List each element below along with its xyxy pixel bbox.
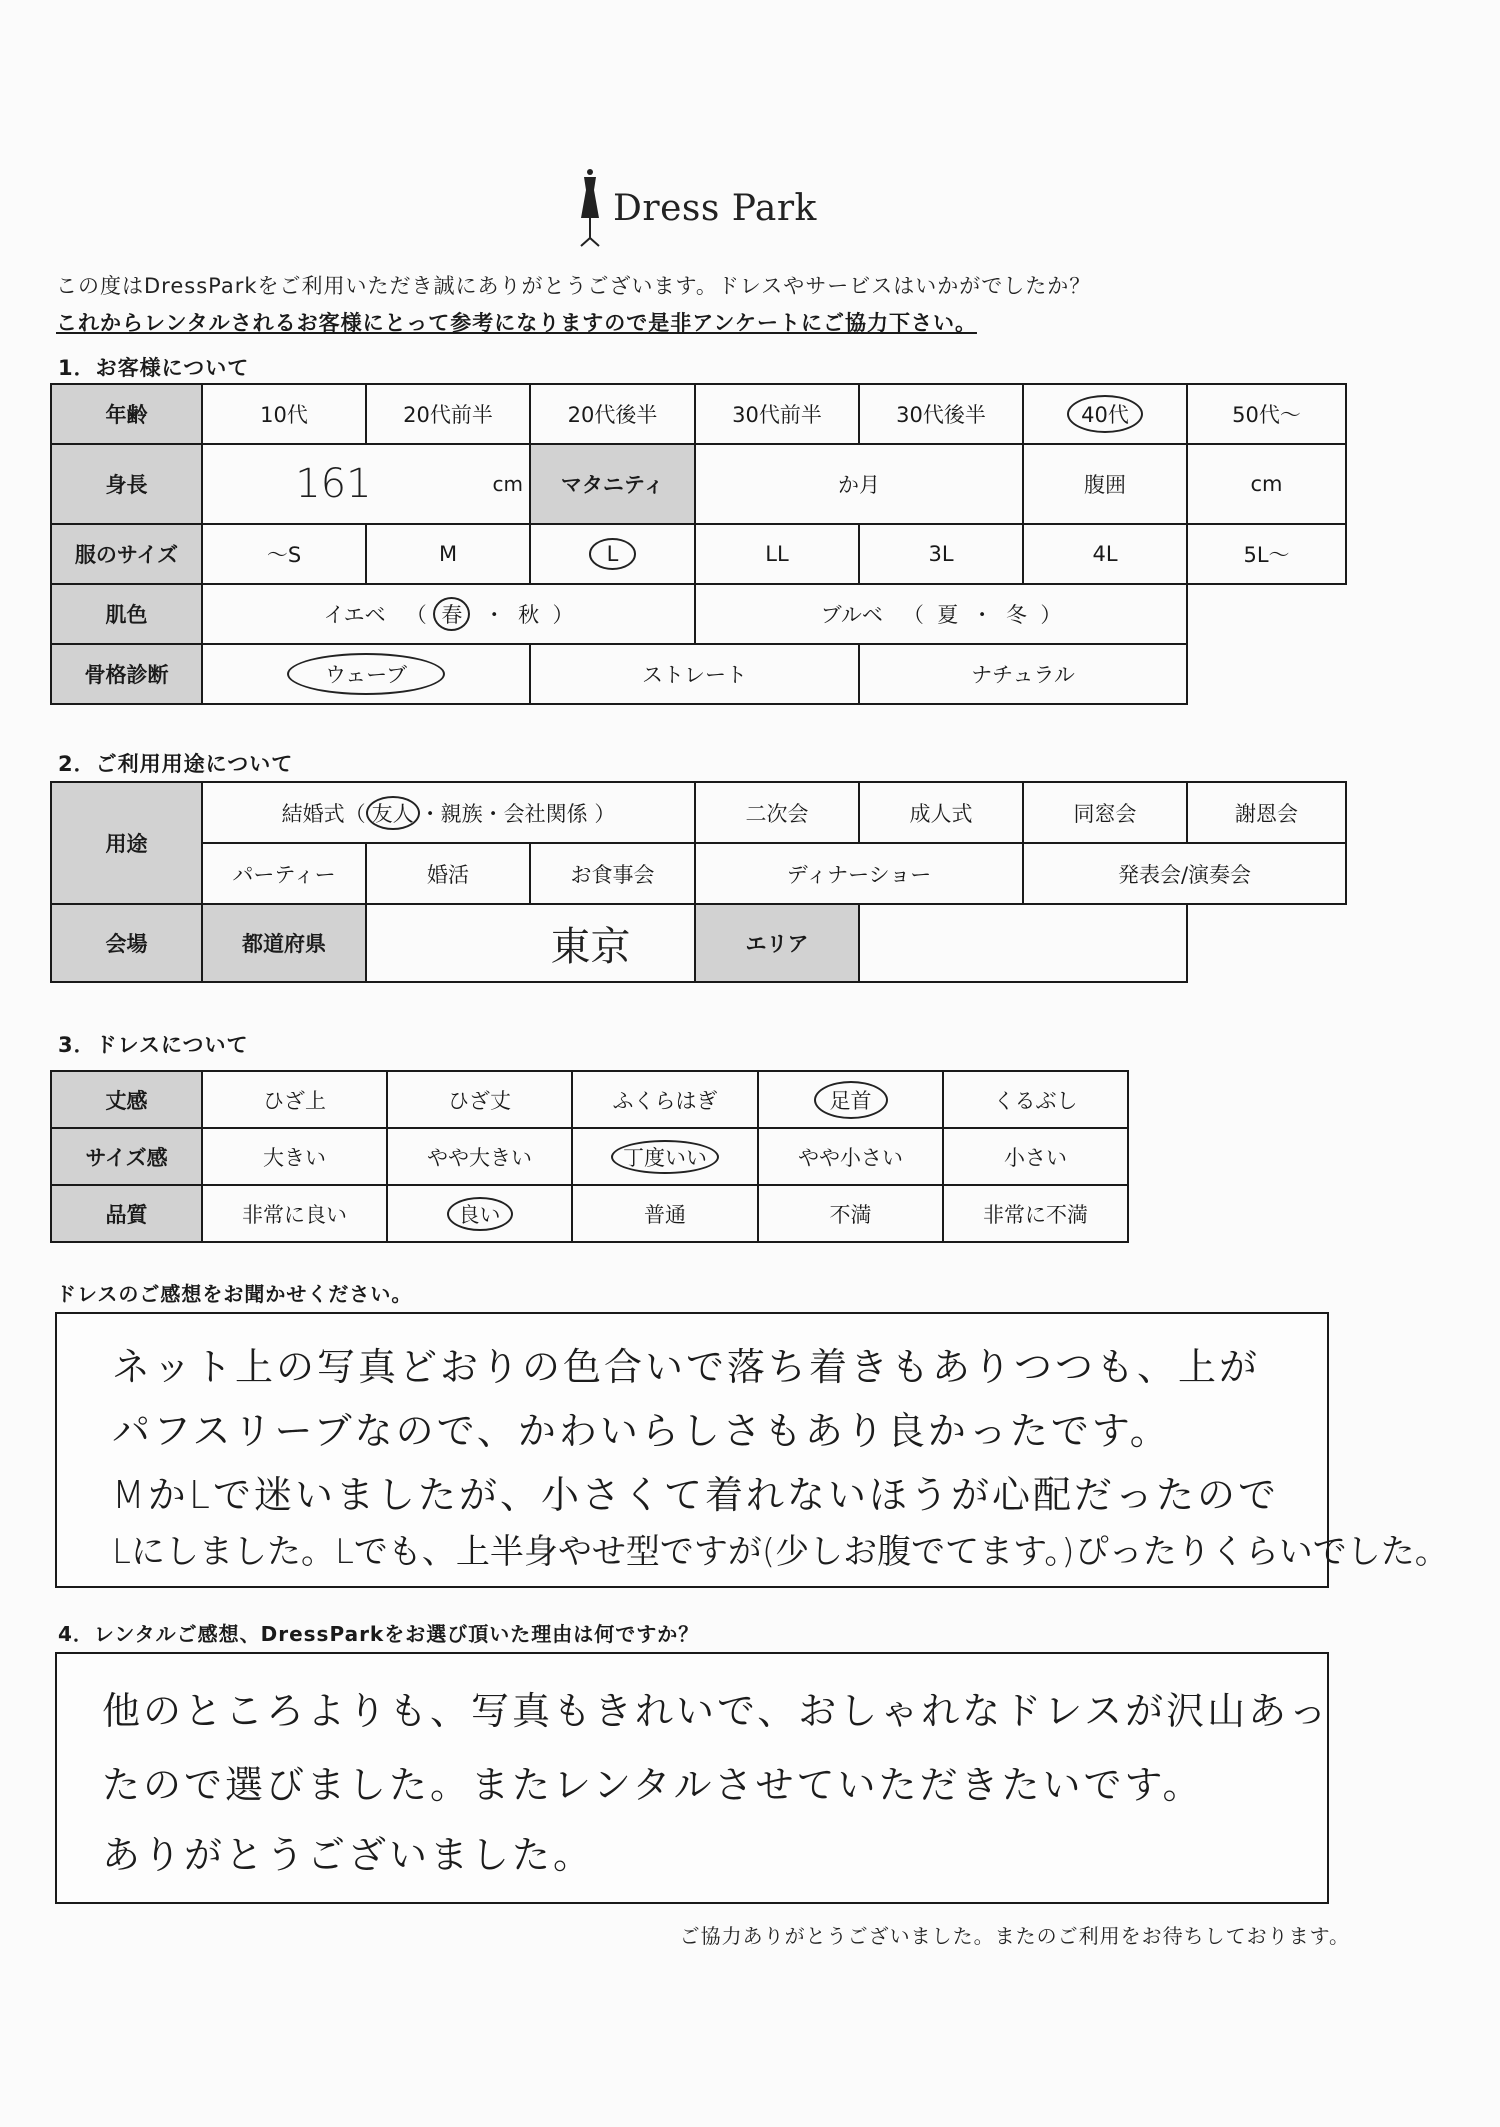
size-option[interactable]: 5L〜 (1187, 524, 1346, 584)
usage-row-1 (51, 782, 1346, 843)
age-option[interactable]: 30代後半 (859, 384, 1023, 444)
area-field[interactable] (859, 904, 1187, 982)
age-option[interactable]: 20代後半 (530, 384, 695, 444)
prefecture-field[interactable] (366, 904, 695, 982)
maternity-field[interactable] (695, 444, 1023, 524)
skeleton-option[interactable]: ストレート (530, 644, 859, 704)
size-label: 服のサイズ (51, 524, 202, 584)
size-option[interactable]: LL (695, 524, 859, 584)
quality-option[interactable]: 普通 (572, 1185, 758, 1242)
age-label: 年齢 (51, 384, 202, 444)
handwritten-line: ネット上の写真どおりの色合いで落ち着きもありつつも、上が (112, 1345, 1261, 1389)
skin-paren-open: （ (405, 603, 427, 627)
usage-option[interactable]: お食事会 (530, 843, 695, 904)
age-row (51, 384, 1346, 444)
age-option[interactable]: 20代前半 (366, 384, 530, 444)
length-option-selected[interactable] (758, 1071, 943, 1128)
usage-option[interactable]: 婚活 (366, 843, 530, 904)
age-option[interactable]: 10代 (202, 384, 366, 444)
selection-circle: ウェーブ (287, 653, 445, 695)
selection-circle: 良い (447, 1197, 513, 1231)
fit-label: サイズ感 (51, 1128, 202, 1185)
skin-dot: ・ (483, 603, 505, 627)
size-option-selected[interactable] (530, 524, 695, 584)
maternity-label: マタニティ (530, 444, 695, 524)
empty-cell (1187, 644, 1346, 704)
skeleton-option-selected[interactable] (202, 644, 530, 704)
usage-option[interactable]: 発表会/演奏会 (1023, 843, 1346, 904)
height-label: 身長 (51, 444, 202, 524)
skin-spring-selected[interactable]: 春 (433, 597, 470, 631)
quality-option-selected[interactable] (387, 1185, 572, 1242)
dress-table (50, 1070, 1129, 1243)
section4-title: 4．レンタルご感想、DressParkをお選び頂いた理由は何ですか？ (58, 1622, 700, 1646)
skin-autumn[interactable]: 秋 (518, 603, 540, 627)
waist-unit: cm (1250, 472, 1283, 496)
skeleton-option[interactable]: ナチュラル (859, 644, 1187, 704)
selection-circle: L (589, 538, 637, 570)
waist-field[interactable] (1187, 444, 1346, 524)
fit-option[interactable]: やや大きい (387, 1128, 572, 1185)
quality-option[interactable]: 非常に不満 (943, 1185, 1128, 1242)
prefecture-label: 都道府県 (202, 904, 366, 982)
section3-title: 3．ドレスについて (58, 1033, 249, 1057)
length-option[interactable]: ひざ丈 (387, 1071, 572, 1128)
handwritten-line: Lにしました。Lでも、上半身やせ型ですが(少しお腹でてます。)ぴったりくらいでした。 (112, 1532, 1449, 1572)
wedding-rest: ・親族・会社関係 ） (419, 801, 616, 826)
intro-text: この度はDressParkをご利用いただき誠にありがとうございます。ドレスやサービスはいかがでしたか？ (56, 274, 1092, 298)
size-option[interactable]: 〜S (202, 524, 366, 584)
skin-paren-close: ） (552, 603, 574, 627)
fit-option-selected[interactable] (572, 1128, 758, 1185)
handwritten-line: たので選びました。またレンタルさせていただきたいです。 (102, 1763, 1204, 1807)
empty-cell (1187, 584, 1346, 644)
age-option[interactable]: 30代前半 (695, 384, 859, 444)
skin-summer[interactable]: 夏 (937, 603, 959, 627)
wedding-friend-selected[interactable]: 友人 (366, 796, 420, 830)
height-unit: cm (492, 472, 523, 496)
height-value: 161 (295, 461, 372, 507)
area-label: エリア (695, 904, 859, 982)
length-option[interactable]: くるぶし (943, 1071, 1128, 1128)
section2-title: 2．ご利用用途について (58, 752, 294, 776)
maternity-unit: か月 (838, 473, 880, 497)
fit-option[interactable]: やや小さい (758, 1128, 943, 1185)
skin-paren-close: ） (1040, 603, 1062, 627)
skin-yellow-label: イエベ (323, 603, 386, 627)
venue-label: 会場 (51, 904, 202, 982)
skin-row (51, 584, 1346, 644)
skin-dot: ・ (971, 603, 993, 627)
size-option[interactable]: M (366, 524, 530, 584)
handwritten-line: パフスリーブなので、かわいらしさもあり良かったです。 (112, 1409, 1171, 1453)
handwritten-line: 他のところよりも、写真もきれいで、おしゃれなドレスが沢山あっ (102, 1689, 1330, 1733)
waist-label: 腹囲 (1023, 444, 1187, 524)
size-option[interactable]: 3L (859, 524, 1023, 584)
skin-label: 肌色 (51, 584, 202, 644)
skin-yellow[interactable] (202, 584, 695, 644)
skeleton-row (51, 644, 1346, 704)
brand-name: Dress Park (613, 187, 817, 229)
skin-winter[interactable]: 冬 (1005, 603, 1027, 627)
usage-label: 用途 (51, 782, 202, 904)
length-label: 丈感 (51, 1071, 202, 1128)
usage-option[interactable]: 二次会 (695, 782, 859, 843)
usage-option[interactable]: ディナーショー (695, 843, 1023, 904)
intro-request: これからレンタルされるお客様にとって参考になりますので是非アンケートにご協力下さい。 (56, 311, 977, 335)
empty-cell (1187, 904, 1346, 982)
brand-logo (575, 168, 817, 248)
section1-title: 1．お客様について (58, 356, 250, 380)
selection-circle: 丁度いい (611, 1140, 719, 1174)
height-row (51, 444, 1346, 524)
quality-label: 品質 (51, 1185, 202, 1242)
handwritten-line: MかLで迷いましたが、小さくて着れないほうが心配だったので (112, 1473, 1279, 1517)
fit-row (51, 1128, 1128, 1185)
handwritten-line: ありがとうございました。 (102, 1833, 595, 1877)
length-option[interactable]: ふくらはぎ (572, 1071, 758, 1128)
skeleton-label: 骨格診断 (51, 644, 202, 704)
fit-option[interactable]: 大きい (202, 1128, 387, 1185)
customer-table (50, 383, 1347, 705)
usage-option[interactable]: 同窓会 (1023, 782, 1187, 843)
length-row (51, 1071, 1128, 1128)
usage-option[interactable]: 謝恩会 (1187, 782, 1346, 843)
quality-option[interactable]: 非常に良い (202, 1185, 387, 1242)
wedding-prefix: 結婚式（ (281, 801, 366, 826)
dress-comment-prompt: ドレスのご感想をお聞かせください。 (56, 1282, 413, 1306)
quality-row (51, 1185, 1128, 1242)
usage-option[interactable]: パーティー (202, 843, 366, 904)
size-row (51, 524, 1346, 584)
usage-table (50, 781, 1347, 983)
skin-paren-open: （ (902, 603, 924, 627)
selection-circle: 足首 (814, 1081, 888, 1119)
height-field[interactable] (202, 444, 530, 524)
venue-row (51, 904, 1346, 982)
selection-circle: 40代 (1067, 395, 1143, 433)
fit-option[interactable]: 小さい (943, 1128, 1128, 1185)
size-option[interactable]: 4L (1023, 524, 1187, 584)
dress-form-icon (575, 168, 605, 248)
dress-comment-box[interactable] (55, 1312, 1449, 1588)
footer-thanks: ご協力ありがとうございました。またのご利用をお待ちしております。 (679, 1924, 1350, 1948)
skin-blue-label: ブルベ (820, 603, 883, 627)
age-option[interactable]: 50代〜 (1187, 384, 1346, 444)
rental-comment-box[interactable] (55, 1652, 1329, 1904)
length-option[interactable]: ひざ上 (202, 1071, 387, 1128)
prefecture-value: 東京 (550, 923, 631, 970)
usage-option[interactable]: 成人式 (859, 782, 1023, 843)
usage-wedding[interactable] (202, 782, 695, 843)
age-option-selected[interactable] (1023, 384, 1187, 444)
skin-blue[interactable] (695, 584, 1187, 644)
usage-row-2 (51, 843, 1346, 904)
quality-option[interactable]: 不満 (758, 1185, 943, 1242)
